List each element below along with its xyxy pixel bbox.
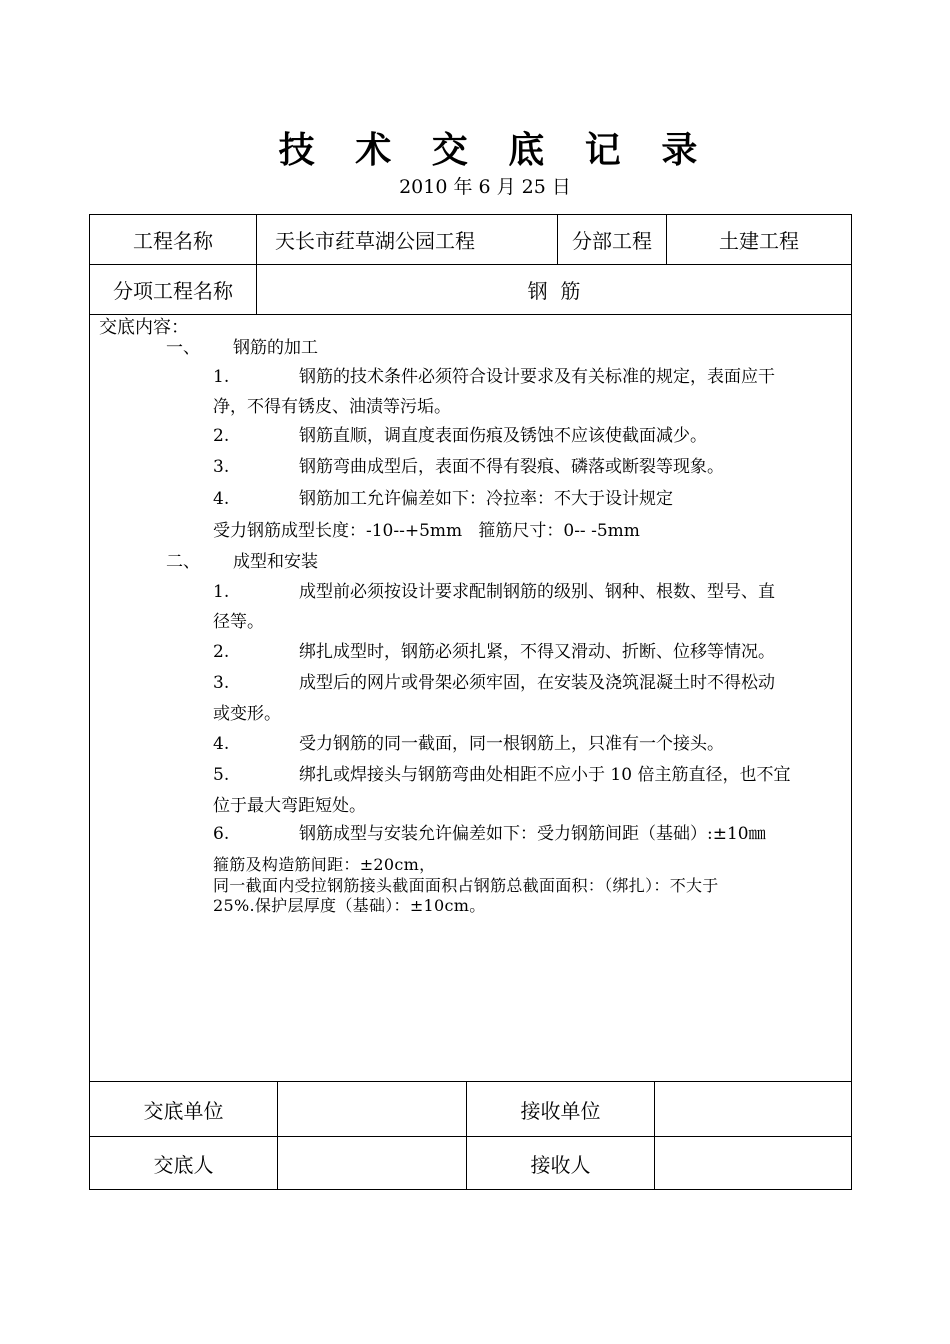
content-area	[90, 314, 851, 1081]
item-text-continued: 同一截面内受拉钢筋接头截面面积占钢筋总截面面积：（绑扎）：不大于	[213, 876, 719, 895]
receiver-label: 接收人	[530, 1152, 591, 1177]
receiving-unit-label: 接收单位	[520, 1098, 601, 1123]
section-number: 二、	[166, 552, 200, 572]
section-title: 成型和安装	[233, 552, 318, 572]
item-text-continued: 位于最大弯距短处。	[213, 796, 366, 816]
item-text-continued: 受力钢筋成型长度：-10--+5mm 箍筋尺寸：0-- -5mm	[213, 521, 640, 541]
item-text-continued: 或变形。	[213, 704, 281, 724]
item-name-value: 钢 筋	[527, 279, 581, 303]
handover-person-value	[278, 1137, 466, 1189]
item-number: 4.	[213, 489, 230, 509]
section-number: 一、	[166, 338, 200, 358]
handover-unit-value	[278, 1082, 466, 1136]
item-text-continued: 净，不得有锈皮、油渍等污垢。	[213, 397, 451, 417]
item-text: 钢筋直顺，调直度表面伤痕及锈蚀不应该使截面减少。	[299, 426, 707, 446]
item-text: 钢筋弯曲成型后，表面不得有裂痕、磷落或断裂等现象。	[299, 457, 724, 477]
content-heading: 交底内容：	[99, 317, 189, 338]
item-number: 2.	[213, 426, 230, 446]
section-title: 钢筋的加工	[233, 338, 318, 358]
receiver-value	[655, 1137, 851, 1189]
item-text: 成型前必须按设计要求配制钢筋的级别、钢种、根数、型号、直	[299, 582, 775, 602]
item-number: 6.	[213, 824, 230, 844]
item-text-continued: 25%.保护层厚度（基础）：±10cm。	[213, 896, 486, 915]
item-number: 3.	[213, 673, 230, 693]
item-number: 4.	[213, 734, 230, 754]
item-name-label: 分项工程名称	[113, 279, 233, 303]
item-text: 钢筋加工允许偏差如下：冷拉率：不大于设计规定	[299, 489, 673, 509]
subsection-label: 分部工程	[572, 229, 652, 253]
item-number: 1.	[213, 582, 230, 602]
handover-person-label: 交底人	[153, 1152, 214, 1177]
receiving-unit-value	[655, 1082, 851, 1136]
subsection-value: 土建工程	[719, 229, 799, 253]
document-title: 技 术 交 底 记 录	[278, 129, 712, 171]
item-number: 1.	[213, 367, 230, 387]
handover-unit-label: 交底单位	[143, 1098, 224, 1123]
document-date: 2010 年 6 月 25 日	[399, 176, 571, 198]
record-table	[89, 214, 852, 1190]
item-text: 绑扎成型时，钢筋必须扎紧，不得又滑动、折断、位移等情况。	[299, 642, 775, 662]
item-text-continued: 箍筋及构造筋间距：±20cm，	[213, 855, 436, 874]
item-text-continued: 径等。	[213, 612, 264, 632]
item-text: 绑扎或焊接头与钢筋弯曲处相距不应小于 10 倍主筋直径，也不宜	[299, 765, 791, 785]
item-text: 钢筋的技术条件必须符合设计要求及有关标准的规定，表面应干	[299, 367, 775, 387]
item-text: 成型后的网片或骨架必须牢固，在安装及浇筑混凝土时不得松动	[299, 673, 775, 693]
item-number: 2.	[213, 642, 230, 662]
project-name-label: 工程名称	[133, 229, 213, 253]
item-number: 5.	[213, 765, 230, 785]
item-text: 受力钢筋的同一截面，同一根钢筋上，只准有一个接头。	[299, 734, 724, 754]
project-name-value: 天长市荭草湖公园工程	[275, 229, 475, 253]
item-text: 钢筋成型与安装允许偏差如下：受力钢筋间距（基础）:±10㎜	[299, 824, 766, 844]
item-number: 3.	[213, 457, 230, 477]
